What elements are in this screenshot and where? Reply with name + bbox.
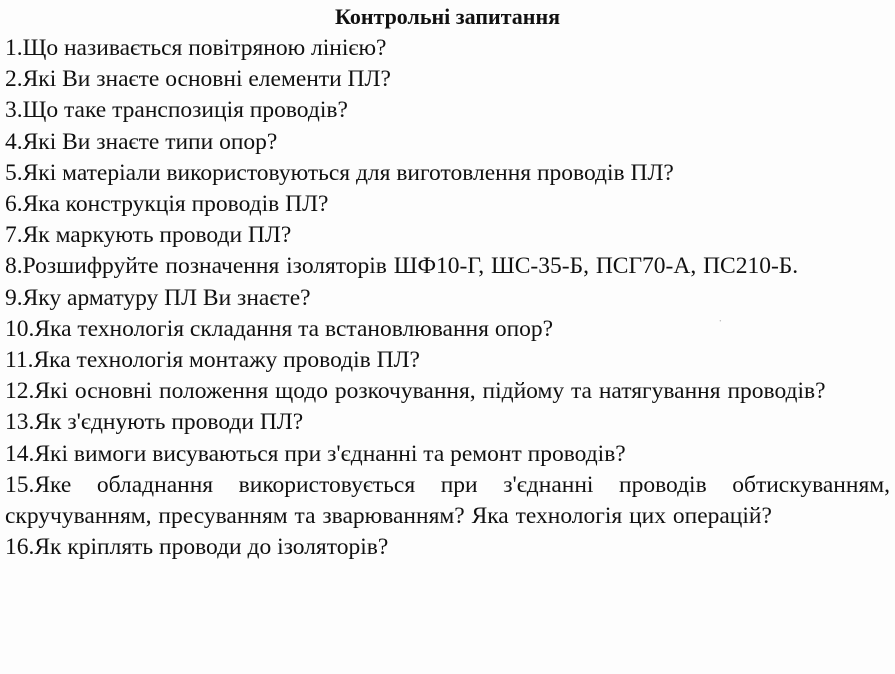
questions-list: [5, 33, 890, 563]
question-item: 11.Яка технологія монтажу проводів ПЛ?: [5, 347, 420, 374]
question-item: 15.Яке обладнання використовується при з'єднанні проводів обтискуванням, скручуванням, пресуванням та зварюванням? Яка технологія цих операцій?: [5, 471, 890, 530]
question-item: 10.Яка технологія складання та встановлювання опор?: [5, 315, 554, 342]
question-item: 13.Як з'єднують проводи ПЛ?: [5, 409, 304, 436]
question-item: 3.Що таке транспозиція проводів?: [5, 97, 348, 124]
question-item: 16.Як кріплять проводи до ізоляторів?: [5, 534, 389, 561]
question-item: 1.Що називається повітряною лінією?: [5, 35, 387, 61]
question-item: 12.Які основні положення щодо розкочування, підйому та натягування проводів?: [5, 378, 826, 405]
document-title: Контрольні запитання: [334, 4, 561, 29]
scan-speck: ˙: [718, 318, 723, 333]
question-item: 6.Яка конструкція проводів ПЛ?: [5, 191, 329, 218]
question-item: 2.Які Ви знаєте основні елементи ПЛ?: [5, 66, 391, 93]
question-item: 8.Розшифруйте позначення ізоляторів ШФ10-Г, ШС-35-Б, ПСГ70-А, ПС210-Б.: [5, 253, 799, 280]
question-item: 7.Як маркують проводи ПЛ?: [5, 222, 292, 249]
question-item: 9.Яку арматуру ПЛ Ви знаєте?: [5, 284, 311, 311]
question-item: 14.Які вимоги висуваються при з'єднанні та ремонт проводів?: [5, 440, 626, 467]
question-item: 5.Які матеріали використовуються для виготовлення проводів ПЛ?: [5, 159, 674, 186]
question-item: 4.Які Ви знаєте типи опор?: [5, 128, 278, 155]
